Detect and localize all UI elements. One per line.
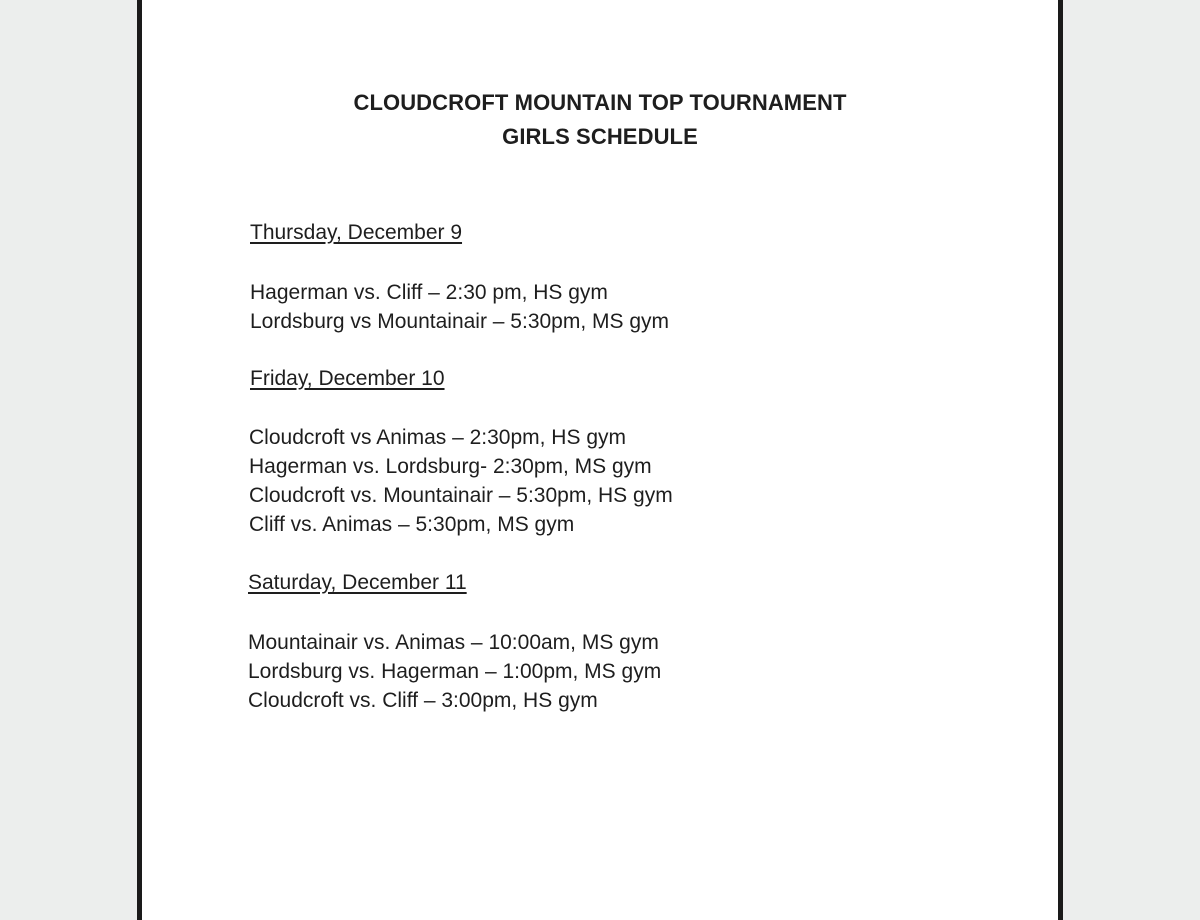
day-heading-saturday: Saturday, December 11 bbox=[248, 571, 467, 594]
game-line: Cloudcroft vs Animas – 2:30pm, HS gym bbox=[249, 426, 626, 449]
document-subtitle: GIRLS SCHEDULE bbox=[502, 124, 698, 149]
game-line: Hagerman vs. Lordsburg- 2:30pm, MS gym bbox=[249, 455, 652, 478]
document-title: CLOUDCROFT MOUNTAIN TOP TOURNAMENT bbox=[353, 90, 847, 115]
day-heading-thursday: Thursday, December 9 bbox=[250, 221, 463, 244]
game-line: Hagerman vs. Cliff – 2:30 pm, HS gym bbox=[250, 281, 608, 304]
game-line: Lordsburg vs Mountainair – 5:30pm, MS gym bbox=[250, 310, 670, 333]
game-line: Cloudcroft vs. Cliff – 3:00pm, HS gym bbox=[248, 689, 598, 712]
game-line: Cliff vs. Animas – 5:30pm, MS gym bbox=[249, 513, 575, 536]
game-line: Cloudcroft vs. Mountainair – 5:30pm, HS gym bbox=[249, 484, 673, 507]
game-line: Mountainair vs. Animas – 10:00am, MS gym bbox=[248, 631, 659, 654]
game-line: Lordsburg vs. Hagerman – 1:00pm, MS gym bbox=[248, 660, 662, 683]
day-heading-friday: Friday, December 10 bbox=[250, 367, 445, 390]
document-page bbox=[137, 0, 1063, 920]
